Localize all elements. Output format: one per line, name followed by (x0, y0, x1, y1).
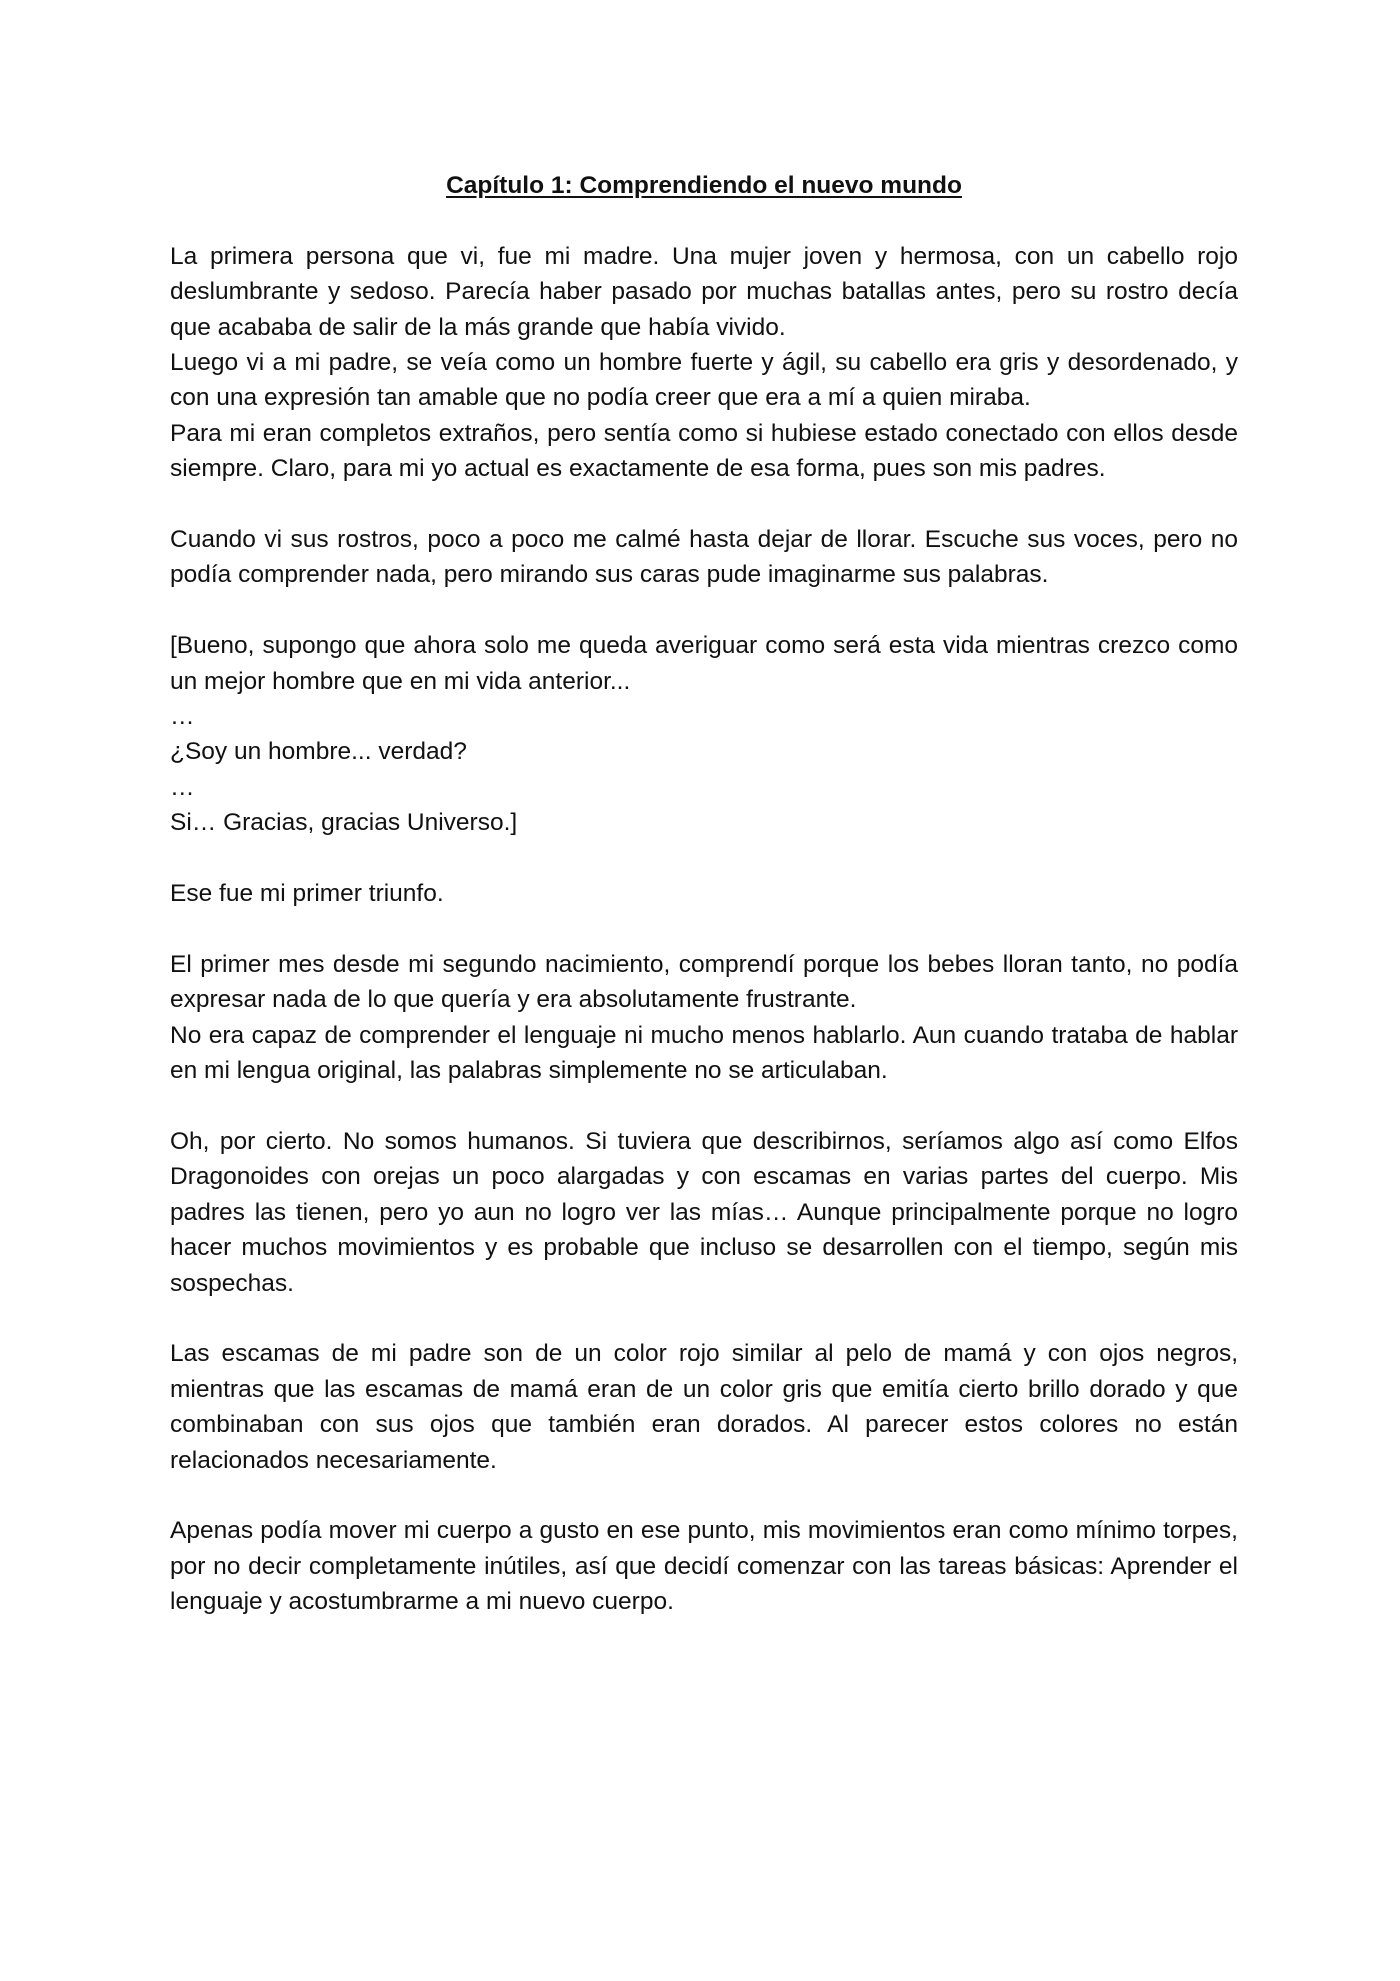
paragraph: Apenas podía mover mi cuerpo a gusto en ese punto, mis movimientos eran como mínimo torpes, por no decir completamente inútiles, así que decidí comenzar con las tareas básicas: Aprender el lenguaje y acostumbrarme a mi nuevo cuerpo. (170, 1517, 1238, 1616)
ellipsis-line: … (170, 703, 195, 731)
paragraph-gap (170, 593, 1238, 628)
paragraph: [Bueno, supongo que ahora solo me queda averiguar como será esta vida mientras crezco como un mejor hombre que en mi vida anterior... (170, 632, 1238, 695)
paragraph: El primer mes desde mi segundo nacimiento, comprendí porque los bebes lloran tanto, no podía expresar nada de lo que quería y era absolutamente frustrante. (170, 950, 1238, 1014)
paragraph: La primera persona que vi, fue mi madre. Una mujer joven y hermosa, con un cabello rojo deslumbrante y sedoso. Parecía haber pasado por muchas batallas antes, pero su rostro decía que acababa de salir de la más grande que había vivido. (170, 242, 1238, 341)
paragraph: Cuando vi sus rostros, poco a poco me calmé hasta dejar de llorar. Escuche sus voces, pero no podía comprender nada, pero mirando sus caras pude imaginarme sus palabras. (170, 526, 1238, 589)
paragraph: Para mi eran completos extraños, pero sentía como si hubiese estado conectado con ellos desde siempre. Claro, para mi yo actual es exactamente de esa forma, pues son mis padres. (170, 419, 1238, 483)
paragraph-gap (170, 841, 1238, 876)
paragraph: Oh, por cierto. No somos humanos. Si tuviera que describirnos, seríamos algo así como Elfos Dragonoides con orejas un poco alargadas y con escamas en varias partes del cuerpo. Mis padres las tienen, pero yo aun no logro ver las mías… Aunque principalmente porque no logro hacer muchos movimientos y es probable que incluso se desarrollen con el tiempo, según mis sospechas. (170, 1127, 1238, 1297)
document-page (170, 168, 1238, 1620)
paragraph: Las escamas de mi padre son de un color rojo similar al pelo de mamá y con ojos negros, mientras que las escamas de mamá eran de un color gris que emitía cierto brillo dorado y que combinaban con sus ojos que también eran dorados. Al parecer estos colores no están relacionados necesariamente. (170, 1340, 1238, 1474)
paragraph: Si… Gracias, gracias Universo.] (170, 809, 518, 837)
paragraph: Luego vi a mi padre, se veía como un hombre fuerte y ágil, su cabello era gris y desordenado, y con una expresión tan amable que no podía creer que era a mí a quien miraba. (170, 349, 1238, 412)
paragraph-gap (170, 1478, 1238, 1513)
paragraph-gap (170, 1301, 1238, 1336)
paragraph-gap (170, 1088, 1238, 1123)
paragraph: ¿Soy un hombre... verdad? (170, 738, 467, 766)
paragraph-gap (170, 911, 1238, 946)
paragraph-gap (170, 487, 1238, 522)
ellipsis-line: … (170, 773, 195, 801)
paragraph: No era capaz de comprender el lenguaje ni mucho menos hablarlo. Aun cuando trataba de hablar en mi lengua original, las palabras simplemente no se articulaban. (170, 1021, 1238, 1085)
chapter-title: Capítulo 1: Comprendiendo el nuevo mundo (446, 172, 962, 199)
paragraph: Ese fue mi primer triunfo. (170, 880, 444, 908)
